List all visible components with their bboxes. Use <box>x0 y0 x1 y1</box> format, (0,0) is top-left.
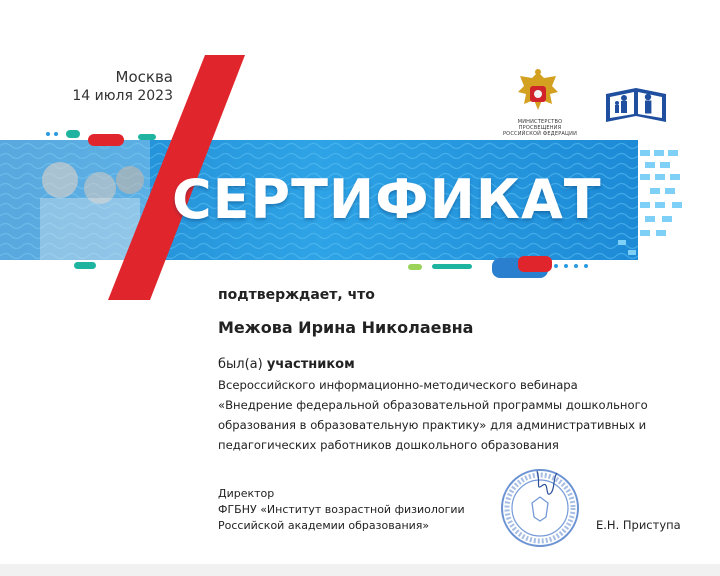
event-description <box>218 375 688 455</box>
participant-name: Межова Ирина Николаевна <box>218 318 474 337</box>
description-line: образования в образовательную практику» для административных и <box>218 418 647 432</box>
signer-name: Е.Н. Приступа <box>596 518 681 532</box>
signatory-org-line1: ФГБНУ «Институт возрастной физиологии <box>218 503 465 516</box>
date-label: 14 июля 2023 <box>72 88 173 104</box>
education-book-family-icon <box>604 82 668 124</box>
signatory-position: Директор <box>218 487 275 500</box>
bottom-strip <box>0 564 720 576</box>
coat-of-arms-icon <box>512 66 564 118</box>
confirms-text: подтверждает, что <box>218 287 375 303</box>
description-line: Всероссийского информационно-методического вебинара <box>218 378 578 392</box>
participation-line <box>218 357 355 372</box>
ministry-text: МИНИСТЕРСТВО ПРОСВЕЩЕНИЯ РОССИЙСКОЙ ФЕДЕРАЦИИ <box>502 119 578 137</box>
description-line: педагогических работников дошкольного образования <box>218 438 559 452</box>
certificate-title: СЕРТИФИКАТ <box>172 168 602 231</box>
description-line: «Внедрение федеральной образовательной программы дошкольного <box>218 398 648 412</box>
was-prefix: был(а) <box>218 357 263 372</box>
city-label: Москва <box>115 68 173 86</box>
signatory-org-line2: Российской академии образования» <box>218 519 430 532</box>
participant-role: участником <box>266 357 355 372</box>
official-stamp-icon <box>497 463 583 549</box>
signatory-block <box>218 486 465 534</box>
